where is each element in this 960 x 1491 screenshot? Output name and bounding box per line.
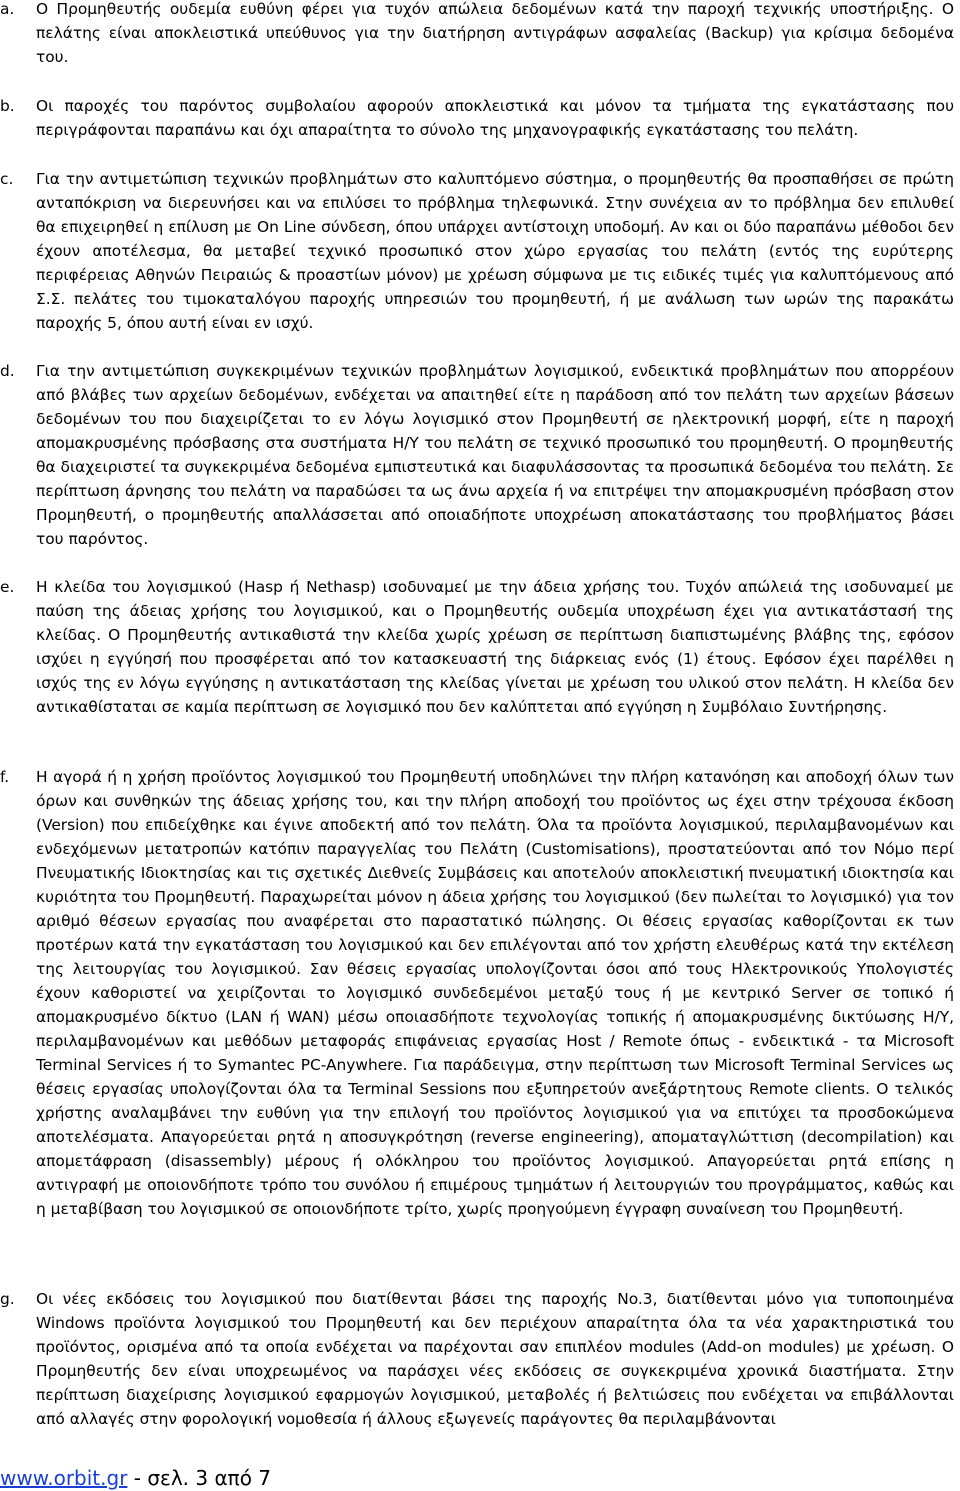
list-marker: e. xyxy=(0,578,15,596)
page-number: - σελ. 3 από 7 xyxy=(127,1466,272,1490)
list-item-b xyxy=(0,94,954,142)
list-item-f xyxy=(0,765,954,1221)
list-item-c xyxy=(0,167,954,335)
list-marker: f. xyxy=(0,768,10,786)
list-item-a xyxy=(0,0,954,69)
list-item-d xyxy=(0,359,954,551)
list-marker: c. xyxy=(0,170,14,188)
list-item-text: Για την αντιμετώπιση συγκεκριμένων τεχνικών προβλημάτων λογισμικού, ενδεικτικά προβλημάτων που απορρέουν από βλάβες των αρχείων δεδομένων, ενδέχεται να απαιτηθεί είτε η παράδοση από τον πελάτη των αρχείων βάσεων δεδομένων του που διαχειρίζεται το εν λόγω λογισμικό στον Προμηθευτή σε ηλεκτρονική μορφή, είτε η παροχή απομακρυσμένης πρόσβασης στα συστήματα Η/Υ του πελάτη σε τεχνικό προσωπικό του προμηθευτή. Ο προμηθευτής θα διαχειριστεί τα συγκεκριμένα δεδομένα εμπιστευτικά και διαφυλάσσοντας τα προσωπικά δεδομένα του πελάτη. Σε περίπτωση άρνησης του πελάτη να παραδώσει τα ως άνω αρχεία ή να επιτρέψει την απομακρυσμένη πρόσβαση στον Προμηθευτή, ο προμηθευτής απαλλάσσεται από οποιαδήποτε υποχρέωση αποκατάστασης του προβλήματος βάσει του παρόντος. xyxy=(36,362,954,548)
list-item-e xyxy=(0,575,954,719)
list-item-text: Οι νέες εκδόσεις του λογισμικού που διατίθενται βάσει της παροχής No.3, διατίθενται μόνο για τυποποιημένα Windows προϊόντα λογισμικού του Προμηθευτή και δεν περιέχουν απαραίτητα όλα τα νέα χαρακτηριστικά του προϊόντος, ορισμένα από τα οποία ενδέχεται να παρέχονται σαν επιπλέον modules (Add-on modules) με χρέωση. Ο Προμηθευτής δεν είναι υποχρεωμένος να παράσχει νέες εκδόσεις σε συγκεκριμένα χρονικά διαστήματα. Στην περίπτωση διαχείρισης λογισμικού εφαρμογών λογισμικού, μεταβολές ή βελτιώσεις που ενδέχεται να επιβάλλονται από αλλαγές στην φορολογική νομοθεσία ή άλλους εξωγενείς παράγοντες θα περιλαμβάνονται xyxy=(36,1290,954,1428)
list-item-text: Η κλείδα του λογισμικού (Hasp ή Nethasp) ισοδυναμεί με την άδεια χρήσης του. Τυχόν απώλειά της ισοδυναμεί με παύση της άδειας χρήσης του λογισμικού, και ο Προμηθευτής ουδεμία υποχρέωση έχει για αντικατάστασή της κλείδας. Ο Προμηθευτής αντικαθιστά την κλείδα χωρίς χρέωση σε περίπτωση διαπιστωμένης βλάβης της, εφόσον ισχύει η εγγύησή που προσφέρεται από τον κατασκευαστή της διάρκειας ενός (1) έτους. Εφόσον έχει παρέλθει η ισχύς της εν λόγω εγγύησης η αντικατάσταση της κλείδας γίνεται με χρέωση του υλικού στον πελάτη. Η κλείδα δεν αντικαθίσταται σε καμία περίπτωση σε λογισμικό που δεν καλύπτεται από εγγύηση η Συμβόλαιο Συντήρησης. xyxy=(36,578,954,716)
list-marker: g. xyxy=(0,1290,15,1308)
list-marker: b. xyxy=(0,97,15,115)
list-item-text: Για την αντιμετώπιση τεχνικών προβλημάτων στο καλυπτόμενο σύστημα, ο προμηθευτής θα προσπαθήσει σε πρώτη ανταπόκριση να διερευνήσει και να επιλύσει το πρόβλημα τηλεφωνικά. Στην συνέχεια αν το πρόβλημα δεν επιλυθεί θα επιχειρηθεί η επίλυση με On Line σύνδεση, όπου υπάρχει αντίστοιχη υποδομή. Αν και οι δύο παραπάνω μέθοδοι δεν έχουν αποτέλεσμα, θα μεταβεί τεχνικό προσωπικό στον χώρο εργασίας του πελάτη (εντός της ευρύτερης περιφέρειας Αθηνών Πειραιώς & προαστίων μόνον) με χρέωση σύμφωνα με τις ειδικές τιμές για καλυπτόμενους από Σ.Σ. πελάτες του τιμοκαταλόγου παροχής υπηρεσιών του προμηθευτή, ή με ανάλωση των ωρών της παρακάτω παροχής 5, όπου αυτή είναι εν ισχύ. xyxy=(36,170,954,332)
list-item-text: Ο Προμηθευτής ουδεμία ευθύνη φέρει για τυχόν απώλεια δεδομένων κατά την παροχή τεχνικής υποστήριξης. Ο πελάτης είναι αποκλειστικά υπεύθυνος για την διατήρηση αντιγράφων ασφαλείας (Backup) για κρίσιμα δεδομένα του. xyxy=(36,0,954,66)
list-marker: d. xyxy=(0,362,15,380)
page-footer xyxy=(0,1465,271,1491)
list-marker: a. xyxy=(0,0,15,18)
list-item-text: Η αγορά ή η χρήση προϊόντος λογισμικού του Προμηθευτή υποδηλώνει την πλήρη κατανόηση και αποδοχή όλων των όρων και συνθηκών της άδειας χρήσης του, και την πλήρη αποδοχή του προϊόντος ως έχει στην τρέχουσα έκδοση (Version) που επιδείχθηκε και έγινε αποδεκτή από τον πελάτη. Όλα τα προϊόντα λογισμικού, περιλαμβανομένων και ενδεχόμενων μετατροπών κατόπιν παραγγελίας του Πελάτη (Customisations), προστατεύονται από τον Νόμο περί Πνευματικής Ιδιοκτησίας και τις σχετικές Διεθνείς Συμβάσεις και αποτελούν αποκλειστική πνευματική ιδιοκτησία και κυριότητα του Προμηθευτή. Παραχωρείται μόνον η άδεια χρήσης του λογισμικού (δεν πωλείται το λογισμικό) για τον αριθμό θέσεων εργασίας που αναφέρεται στο παραστατικό πώλησης. Οι θέσεις εργασίας καθορίζονται εκ των προτέρων κατά την εγκατάσταση του λογισμικού και δεν επιλέγονται από τον χρήστη ελευθέρως κατά την εκτέλεση της λειτουργίας του λογισμικού. Σαν θέσεις εργασίας υπολογίζονται όσοι από τους Ηλεκτρονικούς Υπολογιστές έχουν καθοριστεί να χειρίζονται το λογισμικό συνδεδεμένοι μεταξύ τους ή με κεντρικό Server σε τοπικό ή απομακρυσμένο δίκτυο (LAN ή WAN) μέσω οποιασδήποτε τεχνολογίας τοπικής ή απομακρυσμένης δικτύωσης Η/Υ, περιλαμβανομένων και μεθόδων μεταφοράς επιφάνειας εργασίας Host / Remote όπως - ενδεικτικά - τα Microsoft Terminal Services ή το Symantec PC-Anywhere. Για παράδειγμα, στην περίπτωση των Microsoft Terminal Services ως θέσεις εργασίας υπολογίζονται όλα τα Terminal Sessions που εξυπηρετούν ανεξάρτητους Remote clients. Ο τελικός χρήστης αναλαμβάνει την ευθύνη για την επιλογή του προϊόντος λογισμικού για να επιτύχει τα προσδοκώμενα αποτελέσματα. Απαγορεύεται ρητά η αποσυγκρότηση (reverse engineering), αποματαγλώττιση (decompilation) και απομετάφραση (disassembly) μέρους ή ολόκληρου του προϊόντος λογισμικού. Απαγορεύεται ρητά επίσης η αντιγραφή με οποιονδήποτε τρόπο του συνόλου ή επιμέρους τμημάτων ή λειτουργιών του προγράμματος, καθώς και η μεταβίβαση του λογισμικού σε οποιονδήποτε τρίτο, χωρίς προηγούμενη έγγραφη συναίνεση του Προμηθευτή. xyxy=(36,768,954,1218)
website-link[interactable]: www.orbit.gr xyxy=(0,1466,128,1490)
list-item-text: Οι παροχές του παρόντος συμβολαίου αφορούν αποκλειστικά και μόνον τα τμήματα της εγκατάστασης που περιγράφονται παραπάνω και όχι απαραίτητα το σύνολο της μηχανογραφικής εγκατάστασης του πελάτη. xyxy=(36,97,954,139)
list-item-g xyxy=(0,1287,954,1431)
